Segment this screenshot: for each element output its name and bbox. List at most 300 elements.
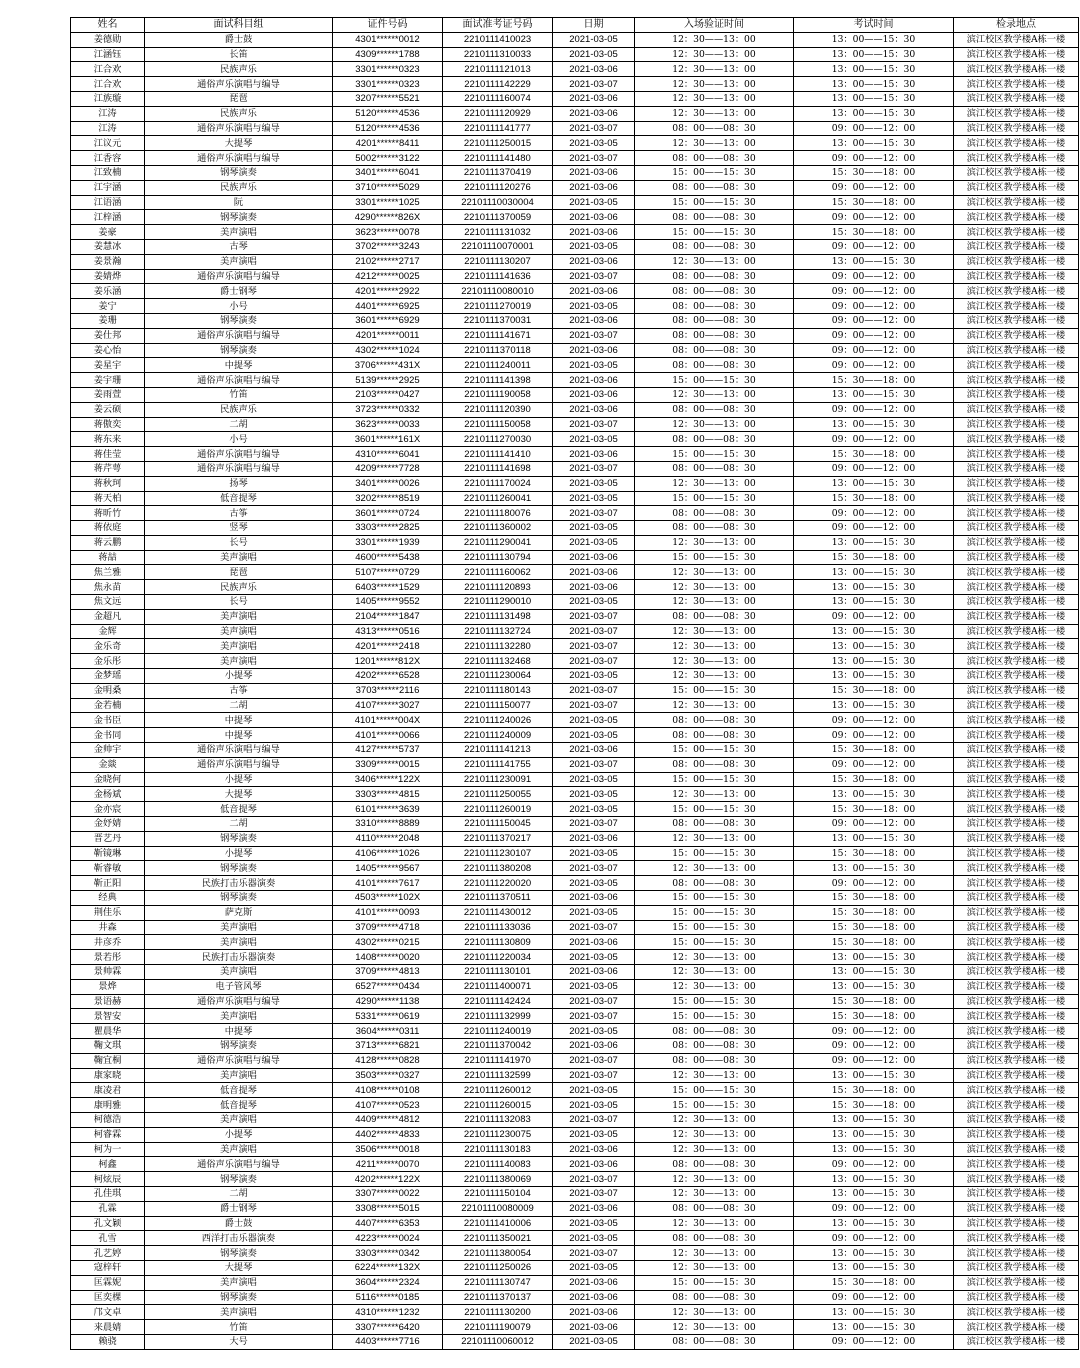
- cell-checkin: 08：00——08：30: [635, 313, 794, 328]
- cell-exam: 15：30——18：00: [794, 225, 954, 240]
- cell-date: 2021-03-05: [553, 1334, 635, 1349]
- cell-id: 3207******5521: [333, 91, 443, 106]
- cell-id: 4101******004X: [333, 713, 443, 728]
- cell-name: 江涵钰: [71, 47, 145, 62]
- cell-checkin: 15：00——15：30: [635, 1275, 794, 1290]
- cell-name: 焦永苗: [71, 580, 145, 595]
- cell-exam: 09：00——12：00: [794, 1157, 954, 1172]
- exam-schedule-sheet: [70, 17, 1079, 1350]
- cell-ticket: 2210111141480: [443, 151, 553, 166]
- cell-exam: 13：00——15：30: [794, 136, 954, 151]
- cell-id: 4106******1026: [333, 846, 443, 861]
- table-row: [71, 1068, 1079, 1083]
- cell-checkin: 12：30——13：00: [635, 1112, 794, 1127]
- cell-location: 滨江校区教学楼A栋一楼: [954, 891, 1079, 906]
- cell-exam: 13：00——15：30: [794, 1305, 954, 1320]
- cell-date: 2021-03-07: [553, 920, 635, 935]
- cell-location: 滨江校区教学楼A栋一楼: [954, 313, 1079, 328]
- cell-subject: 古筝: [145, 683, 333, 698]
- cell-name: 姜云硕: [71, 402, 145, 417]
- cell-ticket: 2210111132999: [443, 1009, 553, 1024]
- cell-subject: 扬琴: [145, 476, 333, 491]
- cell-exam: 15：30——18：00: [794, 373, 954, 388]
- cell-name: 江宇涵: [71, 180, 145, 195]
- cell-subject: 小提琴: [145, 846, 333, 861]
- cell-date: 2021-03-05: [553, 1083, 635, 1098]
- cell-ticket: 2210111230064: [443, 669, 553, 684]
- cell-location: 滨江校区教学楼A栋一楼: [954, 1083, 1079, 1098]
- cell-id: 5139******2925: [333, 373, 443, 388]
- table-row: [71, 476, 1079, 491]
- cell-subject: 中提琴: [145, 1024, 333, 1039]
- cell-id: 4600******5438: [333, 550, 443, 565]
- table-row: [71, 669, 1079, 684]
- cell-checkin: 12：30——13：00: [635, 580, 794, 595]
- cell-checkin: 12：30——13：00: [635, 654, 794, 669]
- table-row: [71, 225, 1079, 240]
- table-row: [71, 47, 1079, 62]
- cell-checkin: 08：00——08：30: [635, 121, 794, 136]
- cell-ticket: 2210111370042: [443, 1038, 553, 1053]
- cell-checkin: 15：00——15：30: [635, 683, 794, 698]
- cell-location: 滨江校区教学楼A栋一楼: [954, 432, 1079, 447]
- cell-name: 金晓何: [71, 772, 145, 787]
- cell-checkin: 15：00——15：30: [635, 846, 794, 861]
- cell-name: 姜雨萱: [71, 387, 145, 402]
- cell-subject: 琵琶: [145, 91, 333, 106]
- table-row: [71, 580, 1079, 595]
- cell-exam: 13：00——15：30: [794, 1172, 954, 1187]
- table-row: [71, 402, 1079, 417]
- cell-ticket: 2210111190079: [443, 1320, 553, 1335]
- cell-checkin: 15：00——15：30: [635, 165, 794, 180]
- cell-name: 柯为一: [71, 1142, 145, 1157]
- cell-subject: 通俗声乐演唱与编导: [145, 77, 333, 92]
- cell-checkin: 12：30——13：00: [635, 47, 794, 62]
- cell-checkin: 12：30——13：00: [635, 669, 794, 684]
- header-ticket-number: 面试准考证号码: [443, 18, 553, 33]
- cell-checkin: 08：00——08：30: [635, 180, 794, 195]
- cell-id: 5120******4536: [333, 121, 443, 136]
- cell-subject: 大号: [145, 1334, 333, 1349]
- cell-id: 3406******122X: [333, 772, 443, 787]
- cell-exam: 15：30——18：00: [794, 447, 954, 462]
- cell-location: 滨江校区教学楼A栋一楼: [954, 639, 1079, 654]
- cell-location: 滨江校区教学楼A栋一楼: [954, 106, 1079, 121]
- cell-name: 景若彤: [71, 950, 145, 965]
- cell-name: 姜慧冰: [71, 239, 145, 254]
- cell-location: 滨江校区教学楼A栋一楼: [954, 284, 1079, 299]
- cell-exam: 13：00——15：30: [794, 1216, 954, 1231]
- cell-location: 滨江校区教学楼A栋一楼: [954, 787, 1079, 802]
- cell-checkin: 15：00——15：30: [635, 491, 794, 506]
- cell-date: 2021-03-06: [553, 565, 635, 580]
- cell-ticket: 2210111260019: [443, 802, 553, 817]
- cell-exam: 09：00——12：00: [794, 461, 954, 476]
- cell-name: 江语涵: [71, 195, 145, 210]
- cell-checkin: 08：00——08：30: [635, 1201, 794, 1216]
- cell-date: 2021-03-05: [553, 846, 635, 861]
- cell-date: 2021-03-07: [553, 1112, 635, 1127]
- table-row: [71, 284, 1079, 299]
- cell-id: 3401******6041: [333, 165, 443, 180]
- cell-name: 姜德勋: [71, 32, 145, 47]
- cell-exam: 15：30——18：00: [794, 846, 954, 861]
- cell-subject: 钢琴演奏: [145, 165, 333, 180]
- cell-date: 2021-03-05: [553, 772, 635, 787]
- cell-checkin: 12：30——13：00: [635, 77, 794, 92]
- cell-exam: 13：00——15：30: [794, 62, 954, 77]
- cell-checkin: 15：00——15：30: [635, 225, 794, 240]
- table-row: [71, 565, 1079, 580]
- cell-subject: 美声演唱: [145, 935, 333, 950]
- cell-ticket: 2210111230107: [443, 846, 553, 861]
- cell-name: 井森: [71, 920, 145, 935]
- cell-date: 2021-03-07: [553, 861, 635, 876]
- table-row: [71, 817, 1079, 832]
- table-row: [71, 935, 1079, 950]
- cell-name: 柯鑫: [71, 1157, 145, 1172]
- cell-name: 景智安: [71, 1009, 145, 1024]
- cell-date: 2021-03-07: [553, 624, 635, 639]
- cell-ticket: 2210111132724: [443, 624, 553, 639]
- cell-checkin: 12：30——13：00: [635, 1216, 794, 1231]
- cell-id: 3710******5029: [333, 180, 443, 195]
- cell-date: 2021-03-07: [553, 683, 635, 698]
- cell-exam: 13：00——15：30: [794, 1112, 954, 1127]
- cell-id: 3723******0332: [333, 402, 443, 417]
- table-row: [71, 1024, 1079, 1039]
- table-row: [71, 91, 1079, 106]
- cell-ticket: 2210111310033: [443, 47, 553, 62]
- table-row: [71, 698, 1079, 713]
- cell-location: 滨江校区教学楼A栋一楼: [954, 1038, 1079, 1053]
- cell-ticket: 2210111132468: [443, 654, 553, 669]
- cell-date: 2021-03-07: [553, 461, 635, 476]
- cell-name: 金妤婧: [71, 817, 145, 832]
- cell-subject: 美声演唱: [145, 1275, 333, 1290]
- exam-schedule-table: [70, 17, 1079, 1350]
- table-row: [71, 1098, 1079, 1113]
- cell-date: 2021-03-06: [553, 743, 635, 758]
- cell-id: 4302******0215: [333, 935, 443, 950]
- cell-subject: 美声演唱: [145, 1142, 333, 1157]
- cell-checkin: 15：00——15：30: [635, 447, 794, 462]
- cell-id: 3303******4815: [333, 787, 443, 802]
- table-row: [71, 743, 1079, 758]
- cell-ticket: 22101110080009: [443, 1201, 553, 1216]
- cell-name: 金书同: [71, 728, 145, 743]
- cell-ticket: 2210111141398: [443, 373, 553, 388]
- cell-date: 2021-03-07: [553, 1068, 635, 1083]
- cell-id: 3623******0033: [333, 417, 443, 432]
- cell-exam: 09：00——12：00: [794, 269, 954, 284]
- cell-checkin: 12：30——13：00: [635, 1186, 794, 1201]
- cell-date: 2021-03-05: [553, 713, 635, 728]
- cell-exam: 15：30——18：00: [794, 891, 954, 906]
- cell-exam: 13：00——15：30: [794, 387, 954, 402]
- cell-location: 滨江校区教学楼A栋一楼: [954, 994, 1079, 1009]
- cell-id: 4309******1788: [333, 47, 443, 62]
- cell-id: 5002******3122: [333, 151, 443, 166]
- cell-id: 4403******7716: [333, 1334, 443, 1349]
- cell-subject: 萨克斯: [145, 905, 333, 920]
- cell-date: 2021-03-05: [553, 1231, 635, 1246]
- cell-name: 蒋昕竹: [71, 506, 145, 521]
- cell-checkin: 12：30——13：00: [635, 1127, 794, 1142]
- cell-name: 金书臣: [71, 713, 145, 728]
- cell-date: 2021-03-06: [553, 580, 635, 595]
- cell-ticket: 2210111150077: [443, 698, 553, 713]
- table-row: [71, 343, 1079, 358]
- header-id-number: 证件号码: [333, 18, 443, 33]
- cell-name: 靳镜琳: [71, 846, 145, 861]
- cell-location: 滨江校区教学楼A栋一楼: [954, 1157, 1079, 1172]
- cell-location: 滨江校区教学楼A栋一楼: [954, 506, 1079, 521]
- cell-date: 2021-03-07: [553, 654, 635, 669]
- cell-subject: 爵士鼓: [145, 1216, 333, 1231]
- table-row: [71, 920, 1079, 935]
- cell-date: 2021-03-05: [553, 476, 635, 491]
- cell-checkin: 15：00——15：30: [635, 195, 794, 210]
- cell-id: 3601******0724: [333, 506, 443, 521]
- cell-exam: 09：00——12：00: [794, 609, 954, 624]
- cell-name: 荆佳乐: [71, 905, 145, 920]
- cell-checkin: 12：30——13：00: [635, 254, 794, 269]
- cell-date: 2021-03-07: [553, 121, 635, 136]
- cell-name: 金燚: [71, 757, 145, 772]
- cell-exam: 09：00——12：00: [794, 151, 954, 166]
- cell-checkin: 08：00——08：30: [635, 521, 794, 536]
- cell-date: 2021-03-07: [553, 817, 635, 832]
- cell-checkin: 08：00——08：30: [635, 1290, 794, 1305]
- cell-subject: 小号: [145, 299, 333, 314]
- cell-id: 3310******8889: [333, 817, 443, 832]
- cell-exam: 15：30——18：00: [794, 994, 954, 1009]
- cell-checkin: 15：00——15：30: [635, 772, 794, 787]
- cell-ticket: 2210111142229: [443, 77, 553, 92]
- cell-name: 景帅霖: [71, 965, 145, 980]
- cell-location: 滨江校区教学楼A栋一楼: [954, 565, 1079, 580]
- cell-location: 滨江校区教学楼A栋一楼: [954, 683, 1079, 698]
- cell-location: 滨江校区教学楼A栋一楼: [954, 713, 1079, 728]
- cell-date: 2021-03-05: [553, 239, 635, 254]
- cell-date: 2021-03-07: [553, 77, 635, 92]
- cell-subject: 二胡: [145, 817, 333, 832]
- table-row: [71, 876, 1079, 891]
- cell-ticket: 2210111360002: [443, 521, 553, 536]
- cell-subject: 钢琴演奏: [145, 1172, 333, 1187]
- cell-date: 2021-03-06: [553, 284, 635, 299]
- cell-location: 滨江校区教学楼A栋一楼: [954, 121, 1079, 136]
- cell-date: 2021-03-05: [553, 491, 635, 506]
- cell-id: 4301******0012: [333, 32, 443, 47]
- cell-checkin: 08：00——08：30: [635, 1038, 794, 1053]
- cell-date: 2021-03-07: [553, 1172, 635, 1187]
- cell-name: 蒋秋珂: [71, 476, 145, 491]
- cell-location: 滨江校区教学楼A栋一楼: [954, 1201, 1079, 1216]
- cell-name: 寇梓轩: [71, 1260, 145, 1275]
- cell-ticket: 2210111240011: [443, 358, 553, 373]
- cell-name: 蒋佳莹: [71, 447, 145, 462]
- cell-ticket: 2210111250015: [443, 136, 553, 151]
- cell-exam: 15：30——18：00: [794, 491, 954, 506]
- cell-location: 滨江校区教学楼A栋一楼: [954, 521, 1079, 536]
- cell-checkin: 12：30——13：00: [635, 565, 794, 580]
- cell-id: 6403******1529: [333, 580, 443, 595]
- table-row: [71, 891, 1079, 906]
- cell-date: 2021-03-07: [553, 269, 635, 284]
- cell-exam: 09：00——12：00: [794, 432, 954, 447]
- cell-location: 滨江校区教学楼A栋一楼: [954, 461, 1079, 476]
- cell-checkin: 08：00——08：30: [635, 239, 794, 254]
- cell-location: 滨江校区教学楼A栋一楼: [954, 151, 1079, 166]
- cell-subject: 通俗声乐演唱与编导: [145, 328, 333, 343]
- cell-date: 2021-03-05: [553, 669, 635, 684]
- cell-id: 4409******4812: [333, 1112, 443, 1127]
- cell-date: 2021-03-06: [553, 106, 635, 121]
- cell-exam: 13：00——15：30: [794, 1260, 954, 1275]
- cell-location: 滨江校区教学楼A栋一楼: [954, 802, 1079, 817]
- cell-ticket: 2210111240009: [443, 728, 553, 743]
- cell-checkin: 12：30——13：00: [635, 1320, 794, 1335]
- cell-name: 金明桑: [71, 683, 145, 698]
- cell-date: 2021-03-06: [553, 965, 635, 980]
- cell-id: 3702******3243: [333, 239, 443, 254]
- cell-exam: 09：00——12：00: [794, 1038, 954, 1053]
- cell-ticket: 2210111160074: [443, 91, 553, 106]
- cell-exam: 15：30——18：00: [794, 802, 954, 817]
- cell-date: 2021-03-06: [553, 180, 635, 195]
- cell-name: 江涛: [71, 121, 145, 136]
- cell-id: 4223******0024: [333, 1231, 443, 1246]
- cell-name: 蒋依庭: [71, 521, 145, 536]
- cell-id: 4310******1232: [333, 1305, 443, 1320]
- cell-subject: 小提琴: [145, 669, 333, 684]
- cell-id: 1405******9567: [333, 861, 443, 876]
- cell-location: 滨江校区教学楼A栋一楼: [954, 210, 1079, 225]
- cell-location: 滨江校区教学楼A栋一楼: [954, 239, 1079, 254]
- cell-exam: 09：00——12：00: [794, 284, 954, 299]
- cell-ticket: 2210111410023: [443, 32, 553, 47]
- cell-id: 4407******6353: [333, 1216, 443, 1231]
- cell-name: 蒋芹萼: [71, 461, 145, 476]
- cell-location: 滨江校区教学楼A栋一楼: [954, 1260, 1079, 1275]
- cell-id: 4201******2418: [333, 639, 443, 654]
- cell-location: 滨江校区教学楼A栋一楼: [954, 817, 1079, 832]
- cell-date: 2021-03-06: [553, 373, 635, 388]
- cell-exam: 13：00——15：30: [794, 106, 954, 121]
- cell-subject: 通俗声乐演唱与编导: [145, 743, 333, 758]
- cell-date: 2021-03-06: [553, 550, 635, 565]
- cell-exam: 09：00——12：00: [794, 121, 954, 136]
- table-row: [71, 417, 1079, 432]
- cell-checkin: 08：00——08：30: [635, 1334, 794, 1349]
- cell-ticket: 2210111120276: [443, 180, 553, 195]
- cell-date: 2021-03-06: [553, 831, 635, 846]
- cell-subject: 民族打击乐器演奏: [145, 950, 333, 965]
- cell-exam: 09：00——12：00: [794, 1334, 954, 1349]
- cell-date: 2021-03-05: [553, 979, 635, 994]
- cell-subject: 低音提琴: [145, 1083, 333, 1098]
- cell-ticket: 2210111290010: [443, 595, 553, 610]
- cell-id: 1405******9552: [333, 595, 443, 610]
- header-subject: 面试科目组: [145, 18, 333, 33]
- cell-name: 孔艺婷: [71, 1246, 145, 1261]
- cell-location: 滨江校区教学楼A栋一楼: [954, 535, 1079, 550]
- cell-checkin: 08：00——08：30: [635, 343, 794, 358]
- cell-exam: 13：00——15：30: [794, 476, 954, 491]
- cell-id: 6527******0434: [333, 979, 443, 994]
- cell-name: 金若楠: [71, 698, 145, 713]
- cell-ticket: 2210111410006: [443, 1216, 553, 1231]
- cell-subject: 通俗声乐演唱与编导: [145, 994, 333, 1009]
- cell-date: 2021-03-07: [553, 1009, 635, 1024]
- cell-ticket: 2210111120390: [443, 402, 553, 417]
- table-row: [71, 1201, 1079, 1216]
- cell-subject: 通俗声乐演唱与编导: [145, 151, 333, 166]
- cell-date: 2021-03-05: [553, 876, 635, 891]
- cell-subject: 通俗声乐演唱与编导: [145, 461, 333, 476]
- cell-location: 滨江校区教学楼A栋一楼: [954, 979, 1079, 994]
- cell-location: 滨江校区教学楼A栋一楼: [954, 165, 1079, 180]
- cell-location: 滨江校区教学楼A栋一楼: [954, 965, 1079, 980]
- cell-ticket: 2210111250055: [443, 787, 553, 802]
- cell-ticket: 2210111260041: [443, 491, 553, 506]
- cell-exam: 13：00——15：30: [794, 979, 954, 994]
- cell-ticket: 2210111132280: [443, 639, 553, 654]
- cell-subject: 美声演唱: [145, 654, 333, 669]
- cell-location: 滨江校区教学楼A栋一楼: [954, 1142, 1079, 1157]
- cell-ticket: 2210111141755: [443, 757, 553, 772]
- cell-id: 4310******6041: [333, 447, 443, 462]
- cell-date: 2021-03-06: [553, 1290, 635, 1305]
- cell-location: 滨江校区教学楼A栋一楼: [954, 876, 1079, 891]
- cell-ticket: 2210111370511: [443, 891, 553, 906]
- cell-exam: 13：00——15：30: [794, 669, 954, 684]
- table-row: [71, 1172, 1079, 1187]
- table-row: [71, 77, 1079, 92]
- cell-id: 6101******3639: [333, 802, 443, 817]
- cell-checkin: 12：30——13：00: [635, 91, 794, 106]
- cell-location: 滨江校区教学楼A栋一楼: [954, 669, 1079, 684]
- cell-location: 滨江校区教学楼A栋一楼: [954, 402, 1079, 417]
- cell-exam: 09：00——12：00: [794, 506, 954, 521]
- cell-checkin: 12：30——13：00: [635, 32, 794, 47]
- table-row: [71, 950, 1079, 965]
- cell-exam: 15：30——18：00: [794, 550, 954, 565]
- table-row: [71, 624, 1079, 639]
- cell-name: 鞠宜桐: [71, 1053, 145, 1068]
- cell-location: 滨江校区教学楼A栋一楼: [954, 136, 1079, 151]
- cell-subject: 低音提琴: [145, 802, 333, 817]
- cell-name: 姜心怡: [71, 343, 145, 358]
- cell-checkin: 12：30——13：00: [635, 595, 794, 610]
- cell-date: 2021-03-06: [553, 1201, 635, 1216]
- cell-name: 蒋云鹏: [71, 535, 145, 550]
- cell-date: 2021-03-07: [553, 328, 635, 343]
- cell-exam: 09：00——12：00: [794, 210, 954, 225]
- cell-id: 4401******6925: [333, 299, 443, 314]
- cell-name: 姜乐涵: [71, 284, 145, 299]
- cell-location: 滨江校区教学楼A栋一楼: [954, 1246, 1079, 1261]
- table-row: [71, 106, 1079, 121]
- table-row: [71, 802, 1079, 817]
- cell-location: 滨江校区教学楼A栋一楼: [954, 180, 1079, 195]
- cell-location: 滨江校区教学楼A栋一楼: [954, 920, 1079, 935]
- cell-ticket: 2210111150045: [443, 817, 553, 832]
- cell-checkin: 12：30——13：00: [635, 831, 794, 846]
